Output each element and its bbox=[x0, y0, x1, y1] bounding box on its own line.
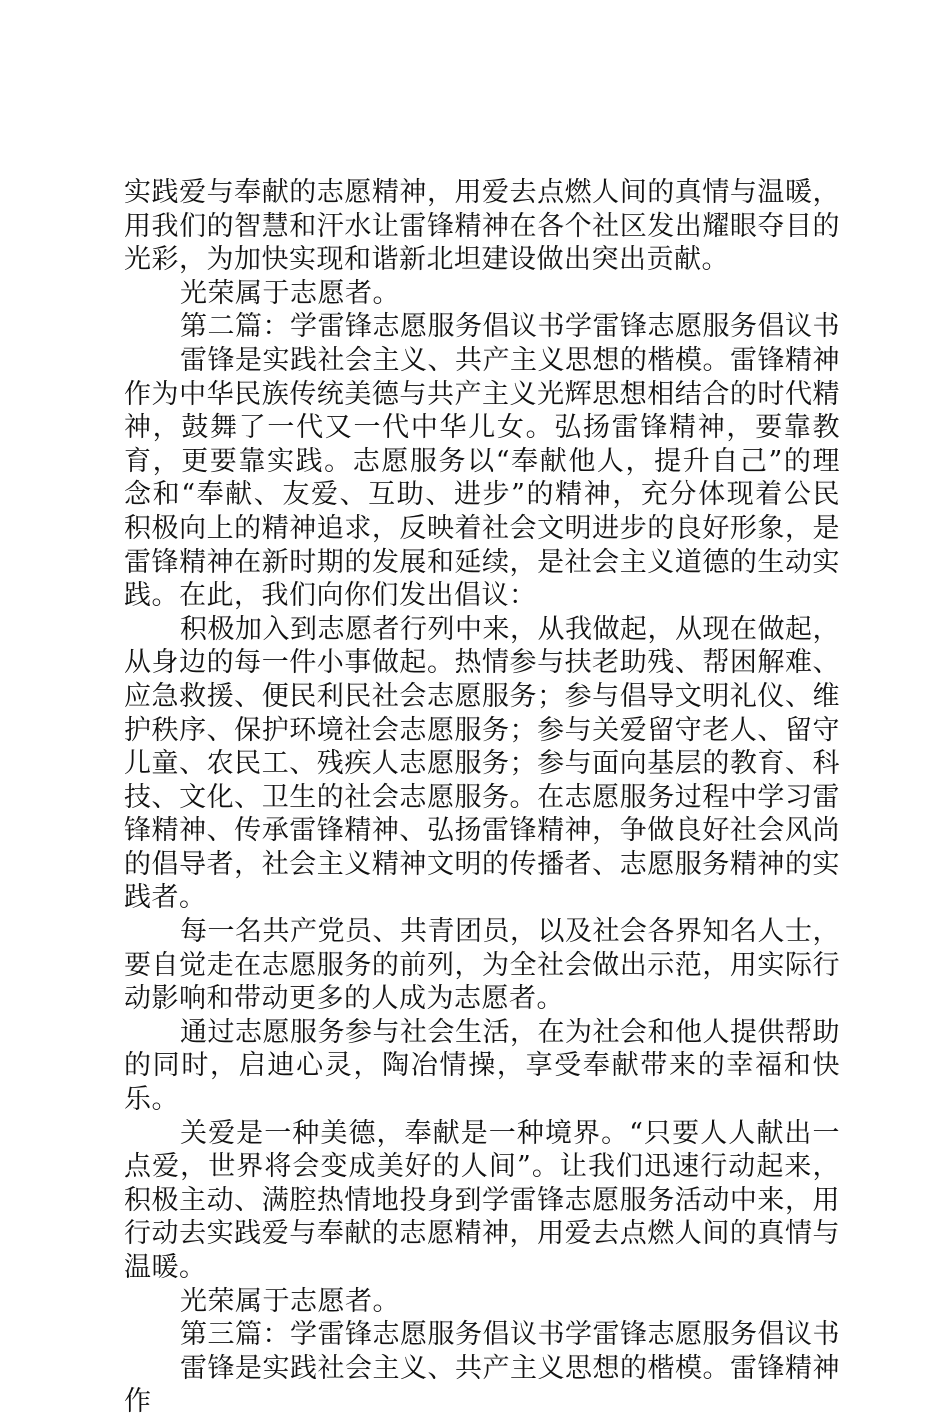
paragraph-social-life: 通过志愿服务参与社会生活，在为社会和他人提供帮助的同时，启迪心灵，陶冶情操，享受奉献带来的幸福和快乐。 bbox=[124, 1016, 840, 1116]
paragraph-leifeng-intro-2: 雷锋是实践社会主义、共产主义思想的楷模。雷锋精神作 bbox=[124, 1352, 840, 1418]
paragraph-continuation: 实践爱与奉献的志愿精神，用爱去点燃人间的真情与温暖，用我们的智慧和汗水让雷锋精神在各个社区发出耀眼夺目的光彩，为加快实现和谐新北坦建设做出突出贡献。 bbox=[124, 177, 840, 276]
paragraph-join-volunteers: 积极加入到志愿者行列中来，从我做起，从现在做起，从身边的每一件小事做起。热情参与扶老助残、帮困解难、应急救援、便民利民社会志愿服务；参与倡导文明礼仪、维护秩序、保护环境社会志愿服务；参与关爱留守老人、留守儿童、农民工、残疾人志愿服务；参与面向基层的教育、科技、文化、卫生的社会志愿服务。在志愿服务过程中学习雷锋精神、传承雷锋精神、弘扬雷锋精神，争做良好社会风尚的倡导者，社会主义精神文明的传播者、志愿服务精神的实践者。 bbox=[124, 613, 840, 914]
paragraph-party-members: 每一名共产党员、共青团员，以及社会各界知名人士，要自觉走在志愿服务的前列，为全社会做出示范，用实际行动影响和带动更多的人成为志愿者。 bbox=[124, 916, 840, 1015]
paragraph-glory-1: 光荣属于志愿者。 bbox=[180, 277, 400, 309]
document-body bbox=[124, 176, 840, 1419]
paragraph-glory-2: 光荣属于志愿者。 bbox=[180, 1285, 400, 1317]
section-heading-3: 第三篇：学雷锋志愿服务倡议书学雷锋志愿服务倡议书 bbox=[180, 1319, 840, 1351]
section-heading-2: 第二篇：学雷锋志愿服务倡议书学雷锋志愿服务倡议书 bbox=[180, 311, 840, 343]
paragraph-love-virtue: 关爱是一种美德，奉献是一种境界。“只要人人献出一点爱，世界将会变成美好的人间”。让我们迅速行动起来，积极主动、满腔热情地投身到学雷锋志愿服务活动中来，用行动去实践爱与奉献的志愿精神，用爱去点燃人间的真情与温暖。 bbox=[124, 1117, 840, 1283]
paragraph-leifeng-intro: 雷锋是实践社会主义、共产主义思想的楷模。雷锋精神作为中华民族传统美德与共产主义光辉思想相结合的时代精神，鼓舞了一代又一代中华儿女。弘扬雷锋精神，要靠教育，更要靠实践。志愿服务以“奉献他人，提升自己”的理念和“奉献、友爱、互助、进步”的精神，充分体现着公民积极向上的精神追求，反映着社会文明进步的良好形象，是雷锋精神在新时期的发展和延续，是社会主义道德的生动实践。在此，我们向你们发出倡议： bbox=[124, 344, 840, 612]
